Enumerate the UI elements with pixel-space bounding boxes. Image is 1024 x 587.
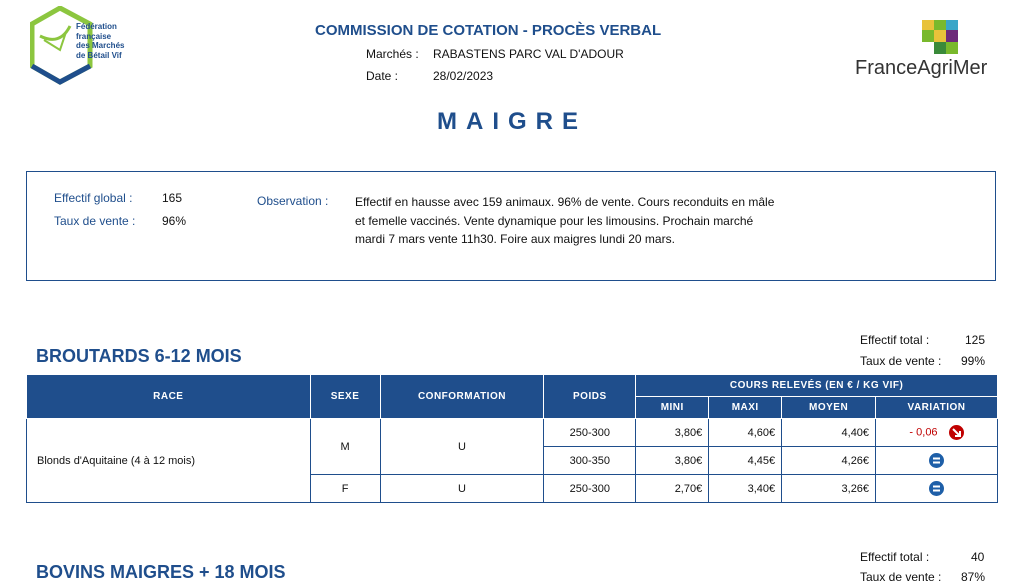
effectif-total-value: 40 xyxy=(971,550,985,564)
header-race: RACE xyxy=(27,375,311,419)
taux-vente-label: Taux de vente : xyxy=(54,214,136,228)
sexe-cell: F xyxy=(310,475,380,503)
down-arrow-icon xyxy=(949,425,964,440)
price-table xyxy=(26,374,998,503)
effectif-total-label: Effectif total : xyxy=(860,550,930,564)
taux-vente-label: Taux de vente : xyxy=(860,354,942,368)
poids-cell: 250-300 xyxy=(544,475,636,503)
taux-vente-value: 96% xyxy=(162,214,187,228)
market-value: RABASTENS PARC VAL D'ADOUR xyxy=(433,47,624,61)
header-moyen: MOYEN xyxy=(782,397,876,419)
variation-cell xyxy=(876,475,998,503)
variation-cell xyxy=(876,419,998,447)
variation-value: - 0,06 xyxy=(909,426,938,439)
header-cours: COURS RELEVÉS (EN € / KG VIF) xyxy=(636,375,998,397)
effectif-global-value: 165 xyxy=(162,191,183,205)
mini-cell: 3,80€ xyxy=(636,419,709,447)
observation-label: Observation : xyxy=(257,194,329,208)
moyen-cell: 3,26€ xyxy=(782,475,876,503)
market-label: Marchés : xyxy=(366,47,419,61)
effectif-total-label: Effectif total : xyxy=(860,333,930,347)
variation-cell xyxy=(876,447,998,475)
franceagrimer-logo-text: FranceAgriMer xyxy=(855,57,988,79)
maxi-cell: 4,45€ xyxy=(709,447,782,475)
header-conformation: CONFORMATION xyxy=(380,375,544,419)
moyen-cell: 4,26€ xyxy=(782,447,876,475)
section-title: MAIGRE xyxy=(437,108,587,135)
ffm-logo-text: Fédération française des Marchés de Bétail Vif xyxy=(76,22,125,60)
header-poids: POIDS xyxy=(544,375,636,419)
maxi-cell: 4,60€ xyxy=(709,419,782,447)
effectif-global-label: Effectif global : xyxy=(54,191,133,205)
equal-icon xyxy=(929,453,944,468)
maxi-cell: 3,40€ xyxy=(709,475,782,503)
page-title: COMMISSION DE COTATION - PROCÈS VERBAL xyxy=(315,22,662,39)
observation-text: Effectif en hausse avec 159 animaux. 96% de vente. Cours reconduits en mâle et femelle vaccinés. Vente dynamique pour les limousins. Prochain marché mardi 7 mars vente 11h30. Foire aux maigres lundi 20 mars. xyxy=(355,195,775,246)
franceagrimer-logo-mark xyxy=(920,18,962,56)
conformation-cell: U xyxy=(380,419,544,475)
moyen-cell: 4,40€ xyxy=(782,419,876,447)
date-label: Date : xyxy=(366,69,399,83)
poids-cell: 250-300 xyxy=(544,419,636,447)
taux-vente-value: 87% xyxy=(961,570,986,584)
category-title-broutards: BROUTARDS 6-12 MOIS xyxy=(36,346,242,366)
header-sexe: SEXE xyxy=(310,375,380,419)
effectif-total-value: 125 xyxy=(965,333,986,347)
poids-cell: 300-350 xyxy=(544,447,636,475)
header-maxi: MAXI xyxy=(709,397,782,419)
taux-vente-label: Taux de vente : xyxy=(860,570,942,584)
race-cell: Blonds d'Aquitaine (4 à 12 mois) xyxy=(27,419,311,503)
mini-cell: 2,70€ xyxy=(636,475,709,503)
equal-icon xyxy=(929,481,944,496)
table-row xyxy=(27,419,998,447)
header-variation: VARIATION xyxy=(876,397,998,419)
sexe-cell: M xyxy=(310,419,380,475)
date-value: 28/02/2023 xyxy=(433,69,494,83)
header-mini: MINI xyxy=(636,397,709,419)
conformation-cell: U xyxy=(380,475,544,503)
category-title-bovins-maigres: BOVINS MAIGRES + 18 MOIS xyxy=(36,562,286,582)
taux-vente-value: 99% xyxy=(961,354,986,368)
mini-cell: 3,80€ xyxy=(636,447,709,475)
